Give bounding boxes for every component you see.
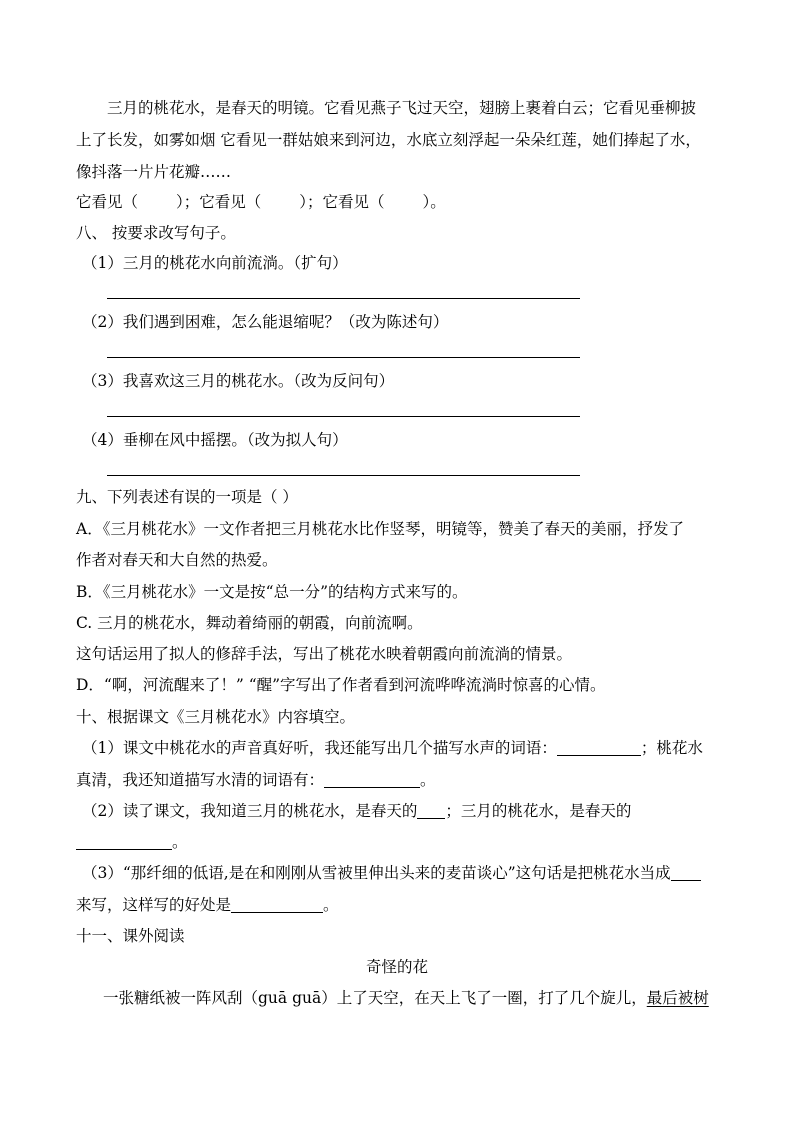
section11-title: 十一、课外阅读 xyxy=(76,927,185,945)
section9-option-c-1: C. 三月的桃花水，舞动着绮丽的朝霞，向前流啊。 xyxy=(76,614,423,632)
passage-line-1: 三月的桃花水，是春天的明镜。它看见燕子飞过天空，翅膀上裹着白云；它看见垂柳披 xyxy=(107,99,697,117)
section9-option-a-2: 作者对春天和大自然的热爱。 xyxy=(76,551,278,569)
section10-q1-text-b: ；桃花水 xyxy=(640,739,703,757)
story-title: 奇怪的花 xyxy=(365,958,428,976)
section10-title: 十、根据课文《三月桃花水》内容填空。 xyxy=(76,708,356,726)
story-line-1 xyxy=(103,988,709,1008)
passage-line-3: 像抖落一片片花瓣…… xyxy=(76,163,232,181)
section10-blank-6[interactable] xyxy=(231,896,323,913)
answer-line-4[interactable] xyxy=(107,475,580,476)
section10-q3-text-c: 。 xyxy=(323,896,339,914)
section10-q3-line2 xyxy=(76,895,339,915)
answer-line-2[interactable] xyxy=(107,357,580,358)
section10-q2-line2 xyxy=(76,832,188,852)
section10-q2-text-a: （2）读了课文，我知道三月的桃花水，是春天的 xyxy=(82,802,418,820)
story-line-1-text: 一张糖纸被一阵风刮（guā guā）上了天空，在天上飞了一圈，打了几个旋儿， xyxy=(103,989,647,1007)
story-line-1-underlined: 最后被树 xyxy=(646,989,709,1007)
section10-q2-text-b: ；三月的桃花水，是春天的 xyxy=(445,802,632,820)
section10-q2-line1 xyxy=(82,801,631,821)
section10-q1-line2 xyxy=(76,770,436,790)
section8-q2: （2）我们遇到困难，怎么能退缩呢？（改为陈述句） xyxy=(82,313,449,331)
passage-line-2: 上了长发，如雾如烟 它看见一群姑娘来到河边，水底立刻浮起一朵朵红莲，她们捧起了水， xyxy=(76,131,701,149)
section10-q3-text-a: （3）“那纤细的低语,是在和刚刚从雪被里伸出头来的麦苗谈心”这句话是把桃花水当成 xyxy=(82,864,671,882)
section9-option-d: D．“啊，河流醒来了！” “醒”字写出了作者看到河流哗哗流淌时惊喜的心情。 xyxy=(76,676,606,694)
section10-blank-5[interactable] xyxy=(671,864,701,881)
section10-q1-line1 xyxy=(82,738,703,758)
section10-q1-text-c: 真清，我还知道描写水清的词语有： xyxy=(76,771,325,789)
fill-text-a: 它看见（ xyxy=(76,193,139,211)
section9-option-c-2: 这句话运用了拟人的修辞手法，写出了桃花水映着朝霞向前流淌的情景。 xyxy=(76,645,573,663)
answer-line-1[interactable] xyxy=(107,298,580,299)
answer-line-3[interactable] xyxy=(107,416,580,417)
section10-blank-2[interactable] xyxy=(324,771,420,788)
section9-title: 九、下列表述有误的一项是（ ） xyxy=(76,488,298,506)
fill-text-c: ）；它看见（ xyxy=(299,193,385,211)
section8-q1: （1）三月的桃花水向前流淌。（扩句） xyxy=(82,254,348,272)
section10-q1-text-d: 。 xyxy=(420,771,436,789)
section8-title: 八、 按要求改写句子。 xyxy=(76,224,236,242)
section9-option-a-1: A．《三月桃花水》一文作者把三月桃花水比作竖琴，明镜等，赞美了春天的美丽，抒发了 xyxy=(76,520,684,538)
section10-q1-text-a: （1）课文中桃花水的声音真好听，我还能写出几个描写水声的词语： xyxy=(82,739,557,757)
fill-text-d: ）。 xyxy=(422,193,446,211)
section8-q3: （3）我喜欢这三月的桃花水。（改为反问句） xyxy=(82,372,395,390)
fill-text-b: ）；它看见（ xyxy=(176,193,262,211)
section10-blank-3[interactable] xyxy=(417,802,445,819)
section10-blank-1[interactable] xyxy=(557,739,641,756)
section9-option-b: B．《三月桃花水》一文是按“总一分”的结构方式来写的。 xyxy=(76,583,468,601)
section10-q3-line1 xyxy=(82,863,701,883)
section8-q4: （4）垂柳在风中摇摆。（改为拟人句） xyxy=(82,431,348,449)
section10-q2-text-c: 。 xyxy=(172,833,188,851)
fill-in-line xyxy=(76,192,446,212)
section10-q3-text-b: 来写，这样写的好处是 xyxy=(76,896,232,914)
section10-blank-4[interactable] xyxy=(76,833,172,850)
